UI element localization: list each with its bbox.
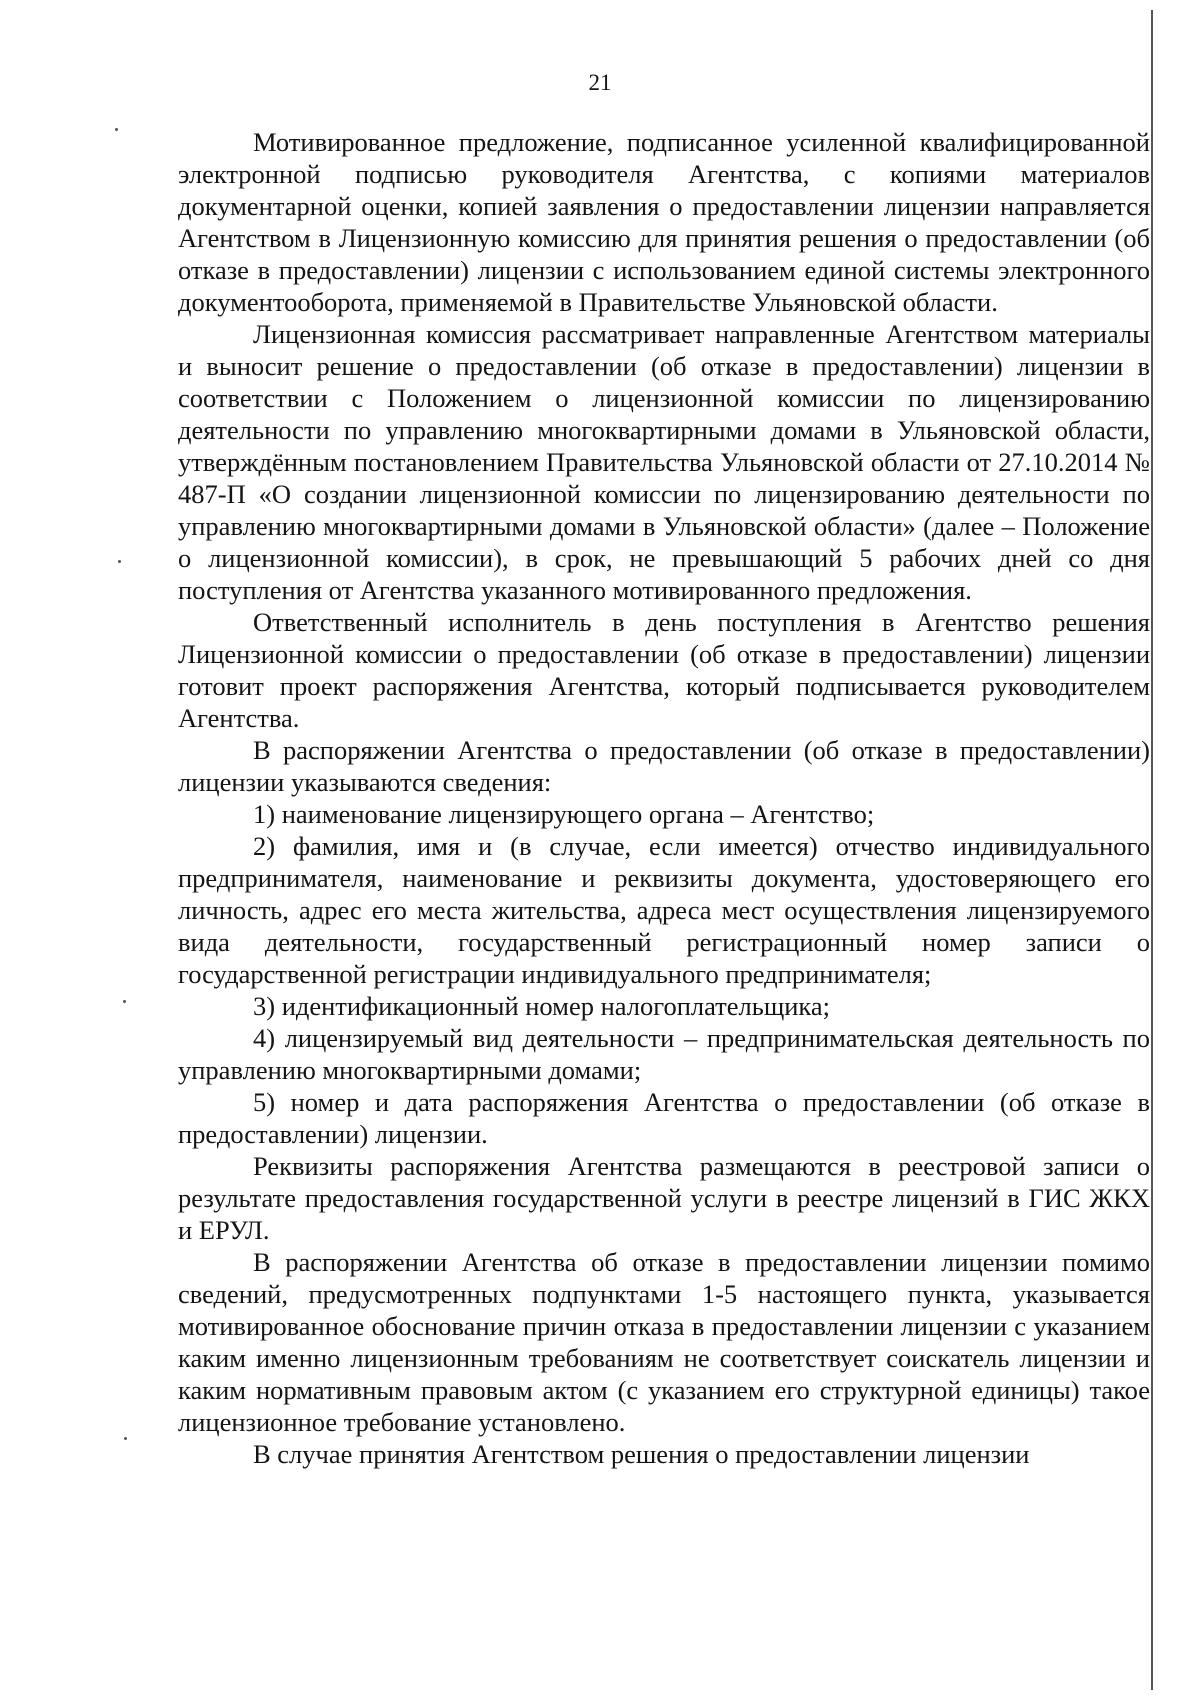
list-item-4: 4) лицензируемый вид деятельности – предпринимательская деятельность по управлению многоквартирными домами; <box>178 1023 1150 1085</box>
scan-speck <box>115 128 118 131</box>
list-item-5: 5) номер и дата распоряжения Агентства о предоставлении (об отказе в предоставлении) лицензии. <box>178 1087 1150 1149</box>
paragraph-decision-case: В случае принятия Агентством решения о предоставлении лицензии <box>253 1439 1030 1469</box>
list-item-1: 1) наименование лицензирующего органа – Агентство; <box>253 799 875 829</box>
document-body <box>178 126 1150 1470</box>
paragraph-responsible-executor: Ответственный исполнитель в день поступления в Агентство решения Лицензионной комиссии о предоставлении (об отказе в предоставлении) лицензии готовит проект распоряжения Агентства, который подписывается руководителем Агентства. <box>178 607 1150 733</box>
paragraph-license-commission: Лицензионная комиссия рассматривает направленные Агентством материалы и выносит решение о предоставлении (об отказе в предоставлении) лицензии в соответствии с Положением о лицензионной комиссии по лицензированию деятельности по управлению многоквартирными домами в Ульяновской области, утверждённым постановлением Правительства Ульяновской области от 27.10.2014 № 487-П «О создании лицензионной комиссии по лицензированию деятельности по управлению многоквартирными домами в Ульяновской области» (далее – Положение о лицензионной комиссии), в срок, не превышающий 5 рабочих дней со дня поступления от Агентства указанного мотивированного предложения. <box>178 319 1150 605</box>
scan-speck <box>118 560 121 563</box>
page-number: 21 <box>588 70 612 95</box>
paragraph-motivated-proposal: Мотивированное предложение, подписанное усиленной квалифицированной электронной подписью руководителя Агентства, с копиями материалов документарной оценки, копией заявления о предоставлении лицензии направляется Агентством в Лицензионную комиссию для принятия решения о предоставлении (об отказе в предоставлении) лицензии с использованием единой системы электронного документооборота, применяемой в Правительстве Ульяновской области. <box>178 127 1150 317</box>
scan-speck <box>124 1437 127 1440</box>
scan-speck <box>123 1000 126 1003</box>
paragraph-refusal-justification: В распоряжении Агентства об отказе в предоставлении лицензии помимо сведений, предусмотренных подпунктами 1-5 настоящего пункта, указывается мотивированное обоснование причин отказа в предоставлении лицензии с указанием каким именно лицензионным требованиям не соответствует соискатель лицензии и каким нормативным правовым актом (с указанием его структурной единицы) такое лицензионное требование установлено. <box>178 1247 1150 1437</box>
list-item-3: 3) идентификационный номер налогоплательщика; <box>253 991 831 1021</box>
paragraph-order-contents-intro: В распоряжении Агентства о предоставлении (об отказе в предоставлении) лицензии указываются сведения: <box>178 735 1150 797</box>
paragraph-order-details-registry: Реквизиты распоряжения Агентства размещаются в реестровой записи о результате предоставления государственной услуги в реестре лицензий в ГИС ЖКХ и ЕРУЛ. <box>178 1151 1150 1245</box>
scan-margin-line <box>1151 10 1153 1690</box>
list-item-2: 2) фамилия, имя и (в случае, если имеется) отчество индивидуального предпринимателя, наименование и реквизиты документа, удостоверяющего его личность, адрес его места жительства, адреса мест осуществления лицензируемого вида деятельности, государственный регистрационный номер записи о государственной регистрации индивидуального предпринимателя; <box>178 831 1150 989</box>
